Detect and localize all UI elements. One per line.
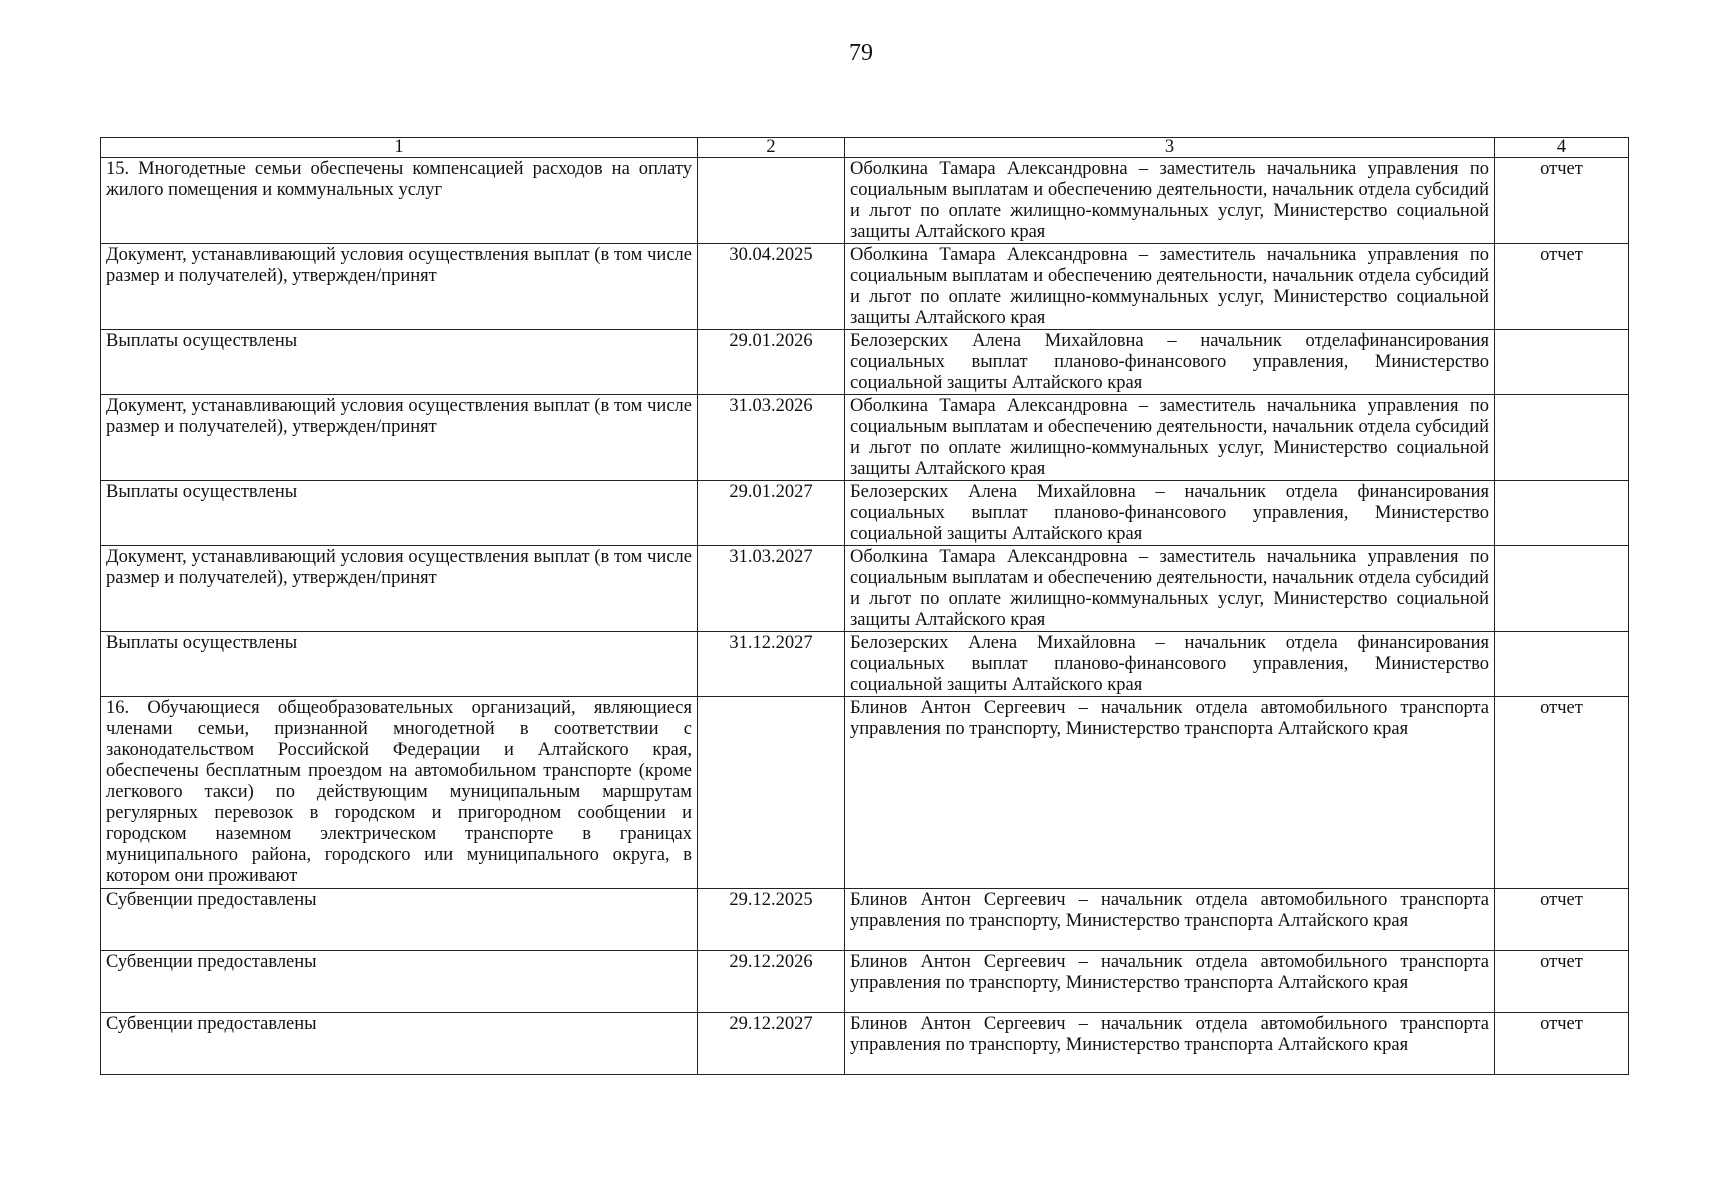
column-number-2: 2 [698, 138, 845, 158]
table-row [101, 889, 1629, 951]
event-cell: Субвенции предоставлены [101, 889, 698, 951]
column-number-row [101, 138, 1629, 158]
date-cell: 31.03.2026 [698, 395, 845, 481]
event-cell: Документ, устанавливающий условия осуществления выплат (в том числе размер и получателей), утвержден/принят [101, 244, 698, 330]
date-cell: 29.01.2027 [698, 481, 845, 546]
table-row [101, 244, 1629, 330]
result-cell: отчет [1495, 158, 1629, 244]
result-cell: отчет [1495, 951, 1629, 1013]
event-cell: Субвенции предоставлены [101, 951, 698, 1013]
table-row [101, 330, 1629, 395]
event-cell: Выплаты осуществлены [101, 632, 698, 697]
responsible-cell: Белозерских Алена Михайловна – начальник отдела финансирования социальных выплат планово-финансового управления, Министерство социальной защиты Алтайского края [845, 481, 1495, 546]
page-number: 79 [849, 40, 873, 66]
date-cell: 29.12.2025 [698, 889, 845, 951]
responsible-cell: Блинов Антон Сергеевич – начальник отдела автомобильного транспорта управления по транспорту, Министерство транспорта Алтайского края [845, 951, 1495, 1013]
responsible-cell: Белозерских Алена Михайловна – начальник отделафинансирования социальных выплат планово-финансового управления, Министерство социальной защиты Алтайского края [845, 330, 1495, 395]
table-row [101, 697, 1629, 889]
result-cell [1495, 395, 1629, 481]
result-cell: отчет [1495, 244, 1629, 330]
responsible-cell: Оболкина Тамара Александровна – заместитель начальника управления по социальным выплатам и обеспечению деятельности, начальник отдела субсидий и льгот по оплате жилищно-коммунальных услуг, Министерство социальной защиты Алтайского края [845, 158, 1495, 244]
responsible-cell: Оболкина Тамара Александровна – заместитель начальника управления по социальным выплатам и обеспечению деятельности, начальник отдела субсидий и льгот по оплате жилищно-коммунальных услуг, Министерство социальной защиты Алтайского края [845, 244, 1495, 330]
date-cell: 31.03.2027 [698, 546, 845, 632]
table-row [101, 395, 1629, 481]
responsible-cell: Блинов Антон Сергеевич – начальник отдела автомобильного транспорта управления по транспорту, Министерство транспорта Алтайского края [845, 1013, 1495, 1075]
date-cell: 31.12.2027 [698, 632, 845, 697]
responsible-cell: Оболкина Тамара Александровна – заместитель начальника управления по социальным выплатам и обеспечению деятельности, начальник отдела субсидий и льгот по оплате жилищно-коммунальных услуг, Министерство социальной защиты Алтайского края [845, 546, 1495, 632]
responsible-cell: Оболкина Тамара Александровна – заместитель начальника управления по социальным выплатам и обеспечению деятельности, начальник отдела субсидий и льгот по оплате жилищно-коммунальных услуг, Министерство социальной защиты Алтайского края [845, 395, 1495, 481]
table-row [101, 951, 1629, 1013]
event-cell: Документ, устанавливающий условия осуществления выплат (в том числе размер и получателей), утвержден/принят [101, 395, 698, 481]
date-cell: 30.04.2025 [698, 244, 845, 330]
date-cell: 29.12.2026 [698, 951, 845, 1013]
date-cell [698, 697, 845, 889]
event-cell: Субвенции предоставлены [101, 1013, 698, 1075]
column-number-1: 1 [101, 138, 698, 158]
event-cell: 16. Обучающиеся общеобразовательных организаций, являющиеся членами семьи, признанной многодетной в соответствии с законодательством Российской Федерации и Алтайского края, обеспечены бесплатным проездом на автомобильном транспорте (кроме легкового такси) по действующим муниципальным маршрутам регулярных перевозок в городском и пригородном сообщении и городском наземном электрическом транспорте в границах муниципального района, городского или муниципального округа, в котором они проживают [101, 697, 698, 889]
date-cell [698, 158, 845, 244]
result-cell [1495, 546, 1629, 632]
event-cell: Выплаты осуществлены [101, 330, 698, 395]
event-cell: Документ, устанавливающий условия осуществления выплат (в том числе размер и получателей), утвержден/принят [101, 546, 698, 632]
result-cell: отчет [1495, 889, 1629, 951]
table-row [101, 1013, 1629, 1075]
responsible-cell: Блинов Антон Сергеевич – начальник отдела автомобильного транспорта управления по транспорту, Министерство транспорта Алтайского края [845, 697, 1495, 889]
event-cell: 15. Многодетные семьи обеспечены компенсацией расходов на оплату жилого помещения и коммунальных услуг [101, 158, 698, 244]
responsible-cell: Белозерских Алена Михайловна – начальник отдела финансирования социальных выплат планово-финансового управления, Министерство социальной защиты Алтайского края [845, 632, 1495, 697]
table-row [101, 632, 1629, 697]
date-cell: 29.01.2026 [698, 330, 845, 395]
event-cell: Выплаты осуществлены [101, 481, 698, 546]
plan-table [100, 137, 1629, 1075]
result-cell [1495, 632, 1629, 697]
result-cell [1495, 330, 1629, 395]
result-cell: отчет [1495, 1013, 1629, 1075]
table-row [101, 158, 1629, 244]
table-row [101, 481, 1629, 546]
table-row [101, 546, 1629, 632]
responsible-cell: Блинов Антон Сергеевич – начальник отдела автомобильного транспорта управления по транспорту, Министерство транспорта Алтайского края [845, 889, 1495, 951]
column-number-3: 3 [845, 138, 1495, 158]
result-cell [1495, 481, 1629, 546]
column-number-4: 4 [1495, 138, 1629, 158]
result-cell: отчет [1495, 697, 1629, 889]
date-cell: 29.12.2027 [698, 1013, 845, 1075]
